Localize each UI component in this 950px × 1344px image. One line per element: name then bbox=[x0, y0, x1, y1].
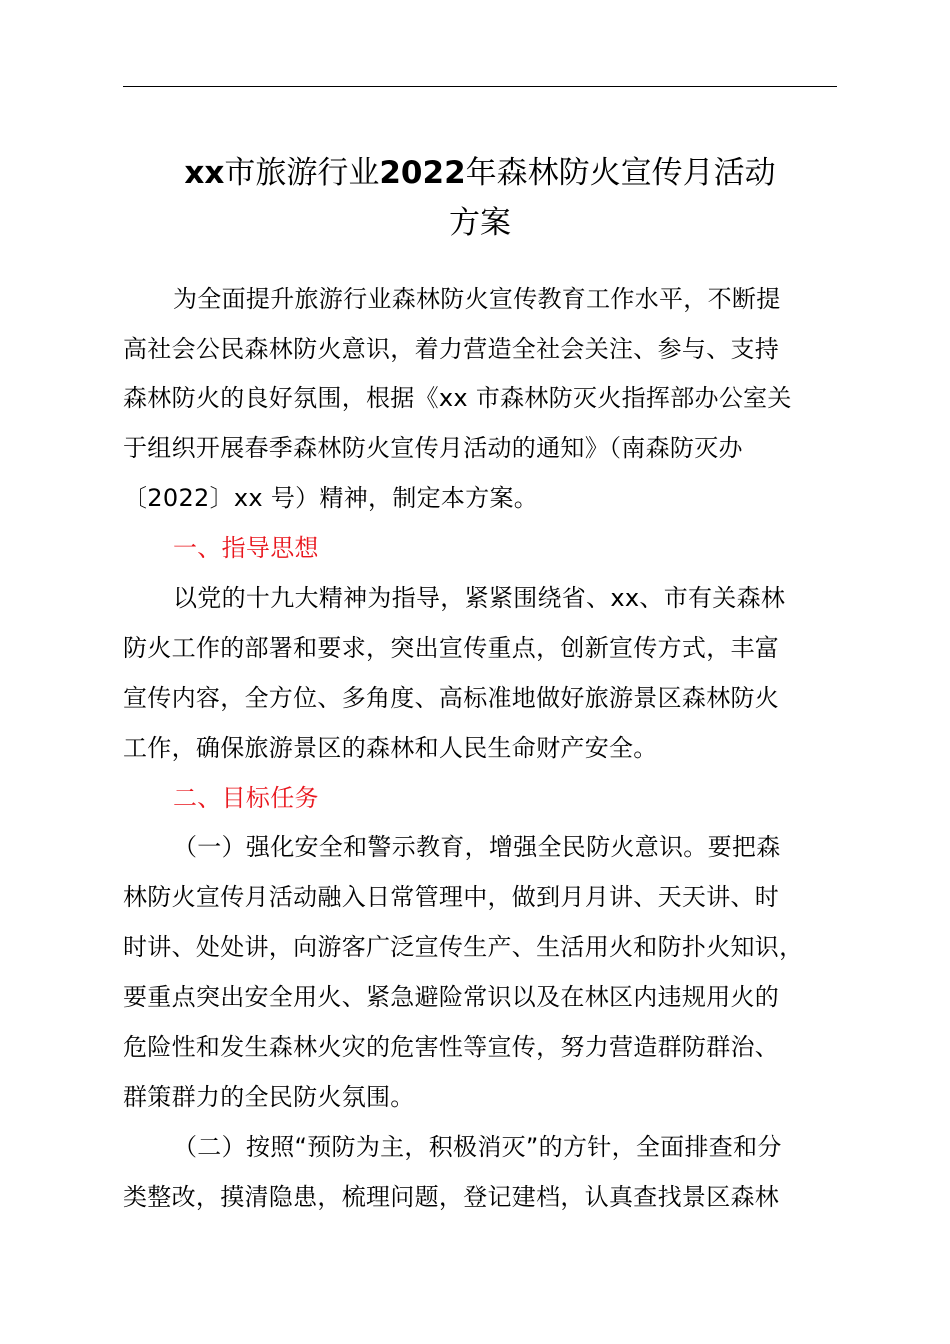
section1-line: 宣传内容，全方位、多角度、高标准地做好旅游景区森林防火 bbox=[123, 684, 780, 712]
intro-line: 森林防火的良好氛围，根据《xx 市森林防灭火指挥部办公室关 bbox=[123, 384, 792, 412]
intro-line: 于组织开展春季森林防火宣传月活动的通知》（南森防灭办 bbox=[123, 434, 743, 462]
intro-line: 高社会公民森林防火意识，着力营造全社会关注、参与、支持 bbox=[123, 335, 780, 363]
intro-line: 〔2022〕xx 号）精神，制定本方案。 bbox=[123, 484, 539, 512]
section2-item1-line: （一）强化安全和警示教育，增强全民防火意识。要把森 bbox=[173, 833, 781, 861]
section-heading-goals-tasks: 二、目标任务 bbox=[173, 784, 319, 812]
section1-line: 防火工作的部署和要求，突出宣传重点，创新宣传方式，丰富 bbox=[123, 634, 780, 662]
document-title bbox=[110, 148, 850, 248]
section1-line: 以党的十九大精神为指导，紧紧围绕省、xx、市有关森林 bbox=[173, 584, 786, 612]
section2-item1-line: 时讲、处处讲，向游客广泛宣传生产、生活用火和防扑火知识， bbox=[123, 933, 804, 961]
section2-item1-line: 林防火宣传月活动融入日常管理中，做到月月讲、天天讲、时 bbox=[123, 883, 780, 911]
title-line-1: xx市旅游行业2022年森林防火宣传月活动 bbox=[184, 155, 776, 191]
intro-line: 为全面提升旅游行业森林防火宣传教育工作水平，不断提 bbox=[173, 285, 781, 313]
title-line-2: 方案 bbox=[449, 205, 511, 241]
section2-item2-line: 类整改，摸清隐患，梳理问题，登记建档，认真查找景区森林 bbox=[123, 1183, 780, 1211]
section2-item1-line: 危险性和发生森林火灾的危害性等宣传，努力营造群防群治、 bbox=[123, 1033, 780, 1061]
section2-item1-line: 要重点突出安全用火、紧急避险常识以及在林区内违规用火的 bbox=[123, 983, 780, 1011]
header-rule bbox=[123, 86, 837, 87]
section2-item2-line: （二）按照“预防为主，积极消灭”的方针，全面排查和分 bbox=[173, 1133, 782, 1161]
section-heading-guiding-ideology: 一、指导思想 bbox=[173, 534, 319, 562]
section1-line: 工作，确保旅游景区的森林和人民生命财产安全。 bbox=[123, 734, 658, 762]
section2-item1-line: 群策群力的全民防火氛围。 bbox=[123, 1083, 415, 1111]
